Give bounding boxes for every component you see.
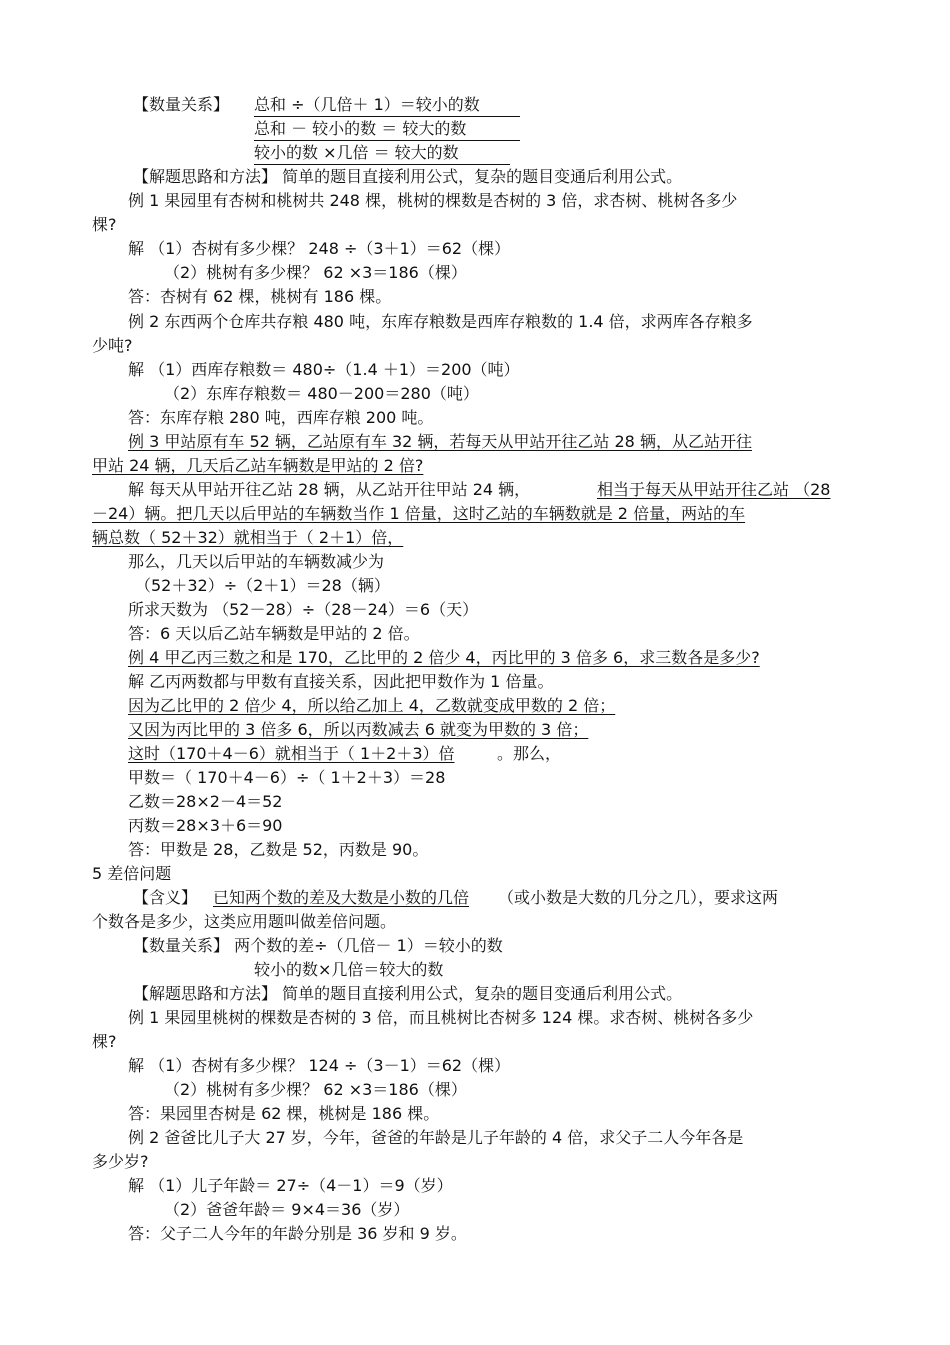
meaning-text: 已知两个数的差及大数是小数的几倍: [213, 888, 470, 907]
quantity-relation-heading: 【数量关系】: [133, 95, 230, 114]
solution-line: （2）爸爸年龄＝ 9×4＝36（岁）: [164, 1200, 410, 1219]
section-title: 5 差倍问题: [92, 864, 172, 883]
example-text: 例 1 果园里桃树的棵数是杏树的 3 倍，而且桃树比杏树多 124 棵。求杏树、桃树各多少: [128, 1008, 754, 1027]
solution-line: 解 每天从甲站开往乙站 28 辆，从乙站开往甲站 24 辆，: [128, 480, 531, 499]
example-text: 棵?: [92, 1032, 117, 1051]
solution-line: 所求天数为 （52－28）÷（28－24）＝6（天）: [128, 600, 479, 619]
answer-line: 答：甲数是 28，乙数是 52，丙数是 90。: [128, 840, 429, 859]
answer-line: 答：6 天以后乙站车辆数是甲站的 2 倍。: [128, 624, 420, 643]
example-text: 例 3 甲站原有车 52 辆，乙站原有车 32 辆，若每天从甲站开往乙站 28 辆，从乙站开往: [128, 432, 752, 451]
formula-line: 总和 － 较小的数 ＝ 较大的数: [254, 118, 520, 141]
answer-line: 答：果园里杏树是 62 棵，桃树是 186 棵。: [128, 1104, 440, 1123]
formula-line: 总和 ÷（几倍＋ 1）＝较小的数: [254, 94, 520, 117]
example-text: 例 2 爸爸比儿子大 27 岁，今年，爸爸的年龄是儿子年龄的 4 倍，求父子二人今年各是: [128, 1128, 744, 1147]
solution-line: 解 （1）杏树有多少棵？ 248 ÷（3＋1）＝62（棵）: [128, 239, 511, 258]
example-text: 少吨?: [92, 336, 133, 355]
solution-line: 解 （1）儿子年龄＝ 27÷（4－1）＝9（岁）: [128, 1176, 453, 1195]
example-text: 棵?: [92, 215, 117, 234]
example-text: 甲站 24 辆，几天后乙站车辆数是甲站的 2 倍?: [92, 456, 424, 475]
example-text: 例 1 果园里有杏树和桃树共 248 棵，桃树的棵数是杏树的 3 倍，求杏树、桃树各多少: [128, 191, 738, 210]
solution-line: 那么，几天以后甲站的车辆数减少为: [128, 552, 385, 571]
solution-line: 。那么，: [497, 744, 562, 763]
example-text: 例 2 东西两个仓库共存粮 480 吨，东库存粮数是西库存粮数的 1.4 倍，求两库各存粮多: [128, 312, 753, 331]
answer-line: 答：父子二人今年的年龄分别是 36 岁和 9 岁。: [128, 1224, 467, 1243]
solution-line: 解 （1）西库存粮数＝ 480÷（1.4 ＋1）＝200（吨）: [128, 360, 520, 379]
solution-line: 乙数＝28×2－4＝52: [128, 792, 283, 811]
method-line: 【解题思路和方法】 简单的题目直接利用公式，复杂的题目变通后利用公式。: [133, 984, 683, 1003]
example-text: 例 4 甲乙丙三数之和是 170，乙比甲的 2 倍少 4，丙比甲的 3 倍多 6，求三数各是多少?: [128, 648, 760, 667]
meaning-heading: 【含义】: [133, 888, 198, 907]
answer-line: 答：杏树有 62 棵，桃树有 186 棵。: [128, 287, 392, 306]
solution-line: 辆总数（ 52＋32）就相当于（ 2＋1）倍，: [92, 528, 404, 547]
solution-line: －24）辆。把几天以后甲站的车辆数当作 1 倍量，这时乙站的车辆数就是 2 倍量，两站的车: [92, 504, 746, 523]
formula-line: 较小的数 ×几倍 ＝ 较大的数: [254, 142, 510, 165]
formula-line: 【数量关系】 两个数的差÷（几倍－ 1）＝较小的数: [133, 936, 503, 955]
meaning-text: 个数各是多少，这类应用题叫做差倍问题。: [92, 912, 397, 931]
solution-line: （52＋32）÷（2＋1）＝28（辆）: [135, 576, 390, 595]
solution-line: 甲数＝（ 170＋4－6）÷（ 1＋2＋3）＝28: [128, 768, 446, 787]
solution-line: 又因为丙比甲的 3 倍多 6，所以丙数减去 6 就变为甲数的 3 倍；: [128, 720, 589, 739]
solution-line: 这时（170＋4－6）就相当于（ 1＋2＋3）倍: [128, 744, 455, 763]
solution-line: 相当于每天从甲站开往乙站 （28: [597, 480, 831, 499]
answer-line: 答：东库存粮 280 吨，西库存粮 200 吨。: [128, 408, 434, 427]
solution-line: 解 乙丙两数都与甲数有直接关系，因此把甲数作为 1 倍量。: [128, 672, 554, 691]
example-text: 多少岁?: [92, 1152, 149, 1171]
solution-line: 解 （1）杏树有多少棵？ 124 ÷（3－1）＝62（棵）: [128, 1056, 511, 1075]
method-line: 【解题思路和方法】 简单的题目直接利用公式，复杂的题目变通后利用公式。: [133, 167, 683, 186]
solution-line: 因为乙比甲的 2 倍少 4，所以给乙加上 4，乙数就变成甲数的 2 倍；: [128, 696, 616, 715]
solution-line: 丙数＝28×3＋6＝90: [128, 816, 283, 835]
formula-line: 较小的数×几倍＝较大的数: [254, 960, 444, 979]
solution-line: （2）桃树有多少棵？ 62 ×3＝186（棵）: [164, 263, 467, 282]
solution-line: （2）东库存粮数＝ 480－200＝280（吨）: [164, 384, 479, 403]
meaning-text: （或小数是大数的几分之几），要求这两: [498, 888, 779, 907]
solution-line: （2）桃树有多少棵？ 62 ×3＝186（棵）: [164, 1080, 467, 1099]
